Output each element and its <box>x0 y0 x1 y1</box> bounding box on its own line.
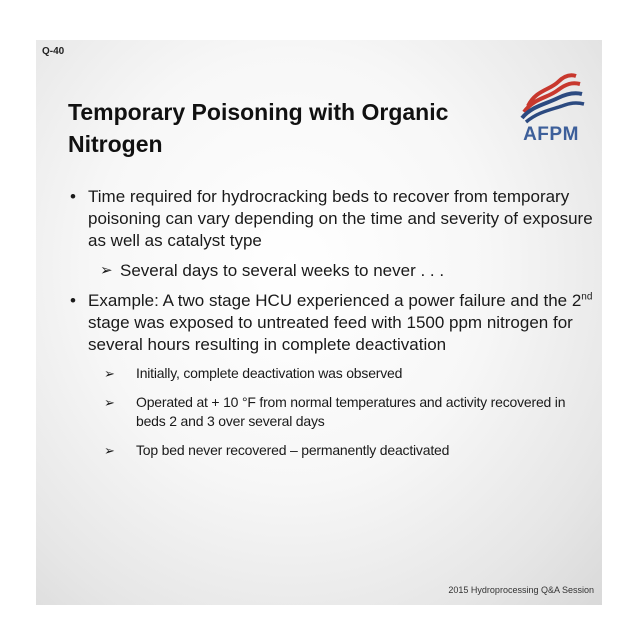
bullet-icon: • <box>70 291 76 310</box>
sub-bullet-operated <box>66 393 598 431</box>
bullet-icon: • <box>70 187 76 206</box>
question-id: Q-40 <box>42 46 65 57</box>
bullet-list <box>66 186 598 470</box>
sub-bullet-initial <box>66 364 598 383</box>
arrow-bullet-icon: ➢ <box>104 395 115 410</box>
slide <box>36 40 602 605</box>
sub-bullet-text: Several days to several weeks to never . . . <box>120 261 445 280</box>
ordinal-superscript: nd <box>581 291 593 303</box>
afpm-logo <box>510 68 590 148</box>
sub-bullet-duration <box>66 260 598 282</box>
bullet-text-start: Example: A two stage HCU experienced a power failure and the 2 <box>88 291 582 310</box>
logo-text: AFPM <box>523 124 579 145</box>
bullet-text: Time required for hydrocracking beds to recover from temporary poisoning can vary depending on the time and severity of exposure as well as catalyst type <box>88 187 593 250</box>
sub-bullet-text: Top bed never recovered – permanently deactivated <box>136 442 450 458</box>
sub-bullet-text: Initially, complete deactivation was observed <box>136 365 403 381</box>
arrow-bullet-icon: ➢ <box>100 262 113 279</box>
bullet-text-end: stage was exposed to untreated feed with 1500 ppm nitrogen for several hours resulting in complete deactivation <box>88 313 573 354</box>
sub-bullet-top-bed <box>66 441 598 460</box>
slide-title: Temporary Poisoning with Organic Nitrogen <box>68 99 449 157</box>
bullet-example <box>66 290 598 356</box>
sub-bullet-text: Operated at + 10 °F from normal temperatures and activity recovered in beds 2 and 3 over several days <box>136 394 566 429</box>
footer-session: 2015 Hydroprocessing Q&A Session <box>448 585 594 595</box>
flag-swoosh-icon <box>510 68 590 124</box>
arrow-bullet-icon: ➢ <box>104 366 115 381</box>
arrow-bullet-icon: ➢ <box>104 443 115 458</box>
bullet-recovery-time <box>66 186 598 252</box>
